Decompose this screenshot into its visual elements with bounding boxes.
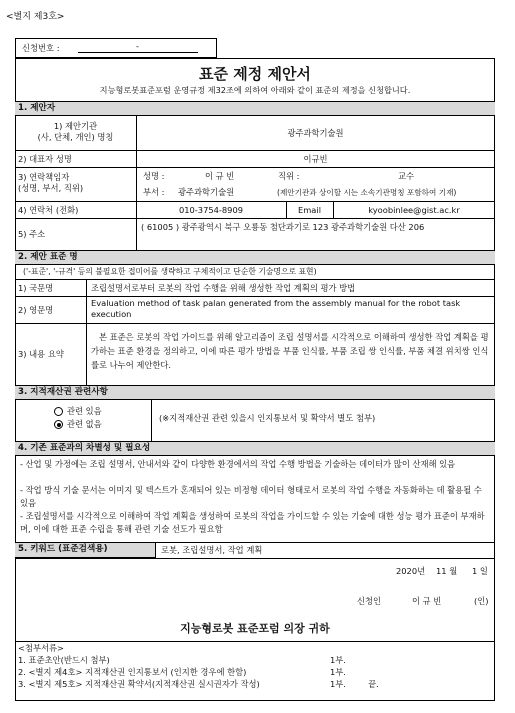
annex-label: <별지 제3호>: [6, 12, 65, 22]
section-3-header: 3. 지적재산권 관련사항: [15, 385, 495, 400]
applicant-label: 신청인: [357, 596, 382, 606]
applicant-name: 이 규 빈: [412, 596, 442, 606]
attachment-1-count: 1부.: [330, 655, 346, 665]
email-value[interactable]: kyoobinlee@gist.ac.kr: [368, 205, 460, 215]
en-name-value[interactable]: Evaluation method of task palan generated from the assembly manual for the robot task execution: [91, 298, 461, 319]
form-subtitle: 지능형로봇표준포럼 운영규정 제32조에 의하여 아래와 같이 표준의 제정을 신청합니다.: [99, 85, 411, 95]
name-value[interactable]: 이 규 빈: [205, 171, 235, 181]
date-year: 2020년: [396, 566, 426, 576]
section-2-header: 2. 제안 표준 명: [15, 250, 495, 265]
section-2-note: ('-표준', '-규격' 등의 불필요한 접미어를 생략하고 구체적이고 단순한 기술명으로 표현): [23, 267, 317, 276]
date-day: 1 일: [472, 566, 488, 576]
org-label: 1) 제안기관 (사, 단체, 개인) 명칭: [37, 121, 114, 142]
org-value[interactable]: 광주과학기술원: [287, 128, 344, 138]
name-label: 성명 :: [143, 171, 165, 181]
summary-label: 3) 내용 요약: [18, 349, 64, 359]
summary-value[interactable]: 본 표준은 로봇의 작업 가이드를 위해 알고리즘이 조립 설명서를 시각적으로 이해하여 생성한 작업 계획을 평가하는 표준 환경을 정의하고, 이에 따른 평가 방법을 부품 인식률, 부품 조립 쌍 인식률, 부품 체결 위치쌍 인식률로 나누어 제안한다.: [91, 332, 489, 370]
kr-name-label: 1) 국문명: [18, 283, 54, 293]
attachments-end: 끝.: [368, 679, 379, 689]
ip-related-yes-radio[interactable]: [54, 407, 63, 416]
rep-value[interactable]: 이규빈: [303, 154, 328, 164]
application-number-value[interactable]: -: [136, 41, 139, 51]
addr-label: 5) 주소: [18, 229, 46, 239]
contact-label: 3) 연락책임자 (성명, 부서, 직위): [18, 172, 84, 193]
ip-related-no-radio[interactable]: [54, 420, 63, 429]
application-number-label: 신청번호 :: [22, 43, 60, 53]
attachment-3-count: 1부.: [330, 679, 346, 689]
ip-note: (※지적재산권 관련 있을시 인지통보서 및 확약서 별도 첨부): [159, 413, 376, 423]
dept-note: (제안기관과 상이할 시는 소속기관명칭 포함하여 기재): [277, 188, 457, 197]
application-number-box: [15, 38, 217, 58]
radio-selected-dot-icon: [57, 423, 61, 427]
addr-value[interactable]: ( 61005 ) 광주광역시 북구 오룡동 첨단과기로 123 광주과학기술원 다산 206: [141, 222, 425, 232]
need-item-1: - 산업 및 가정에는 조립 설명서, 안내서와 같이 다양한 환경에서의 작업 수행 방법을 기술하는 데이터가 많이 산재해 있음: [20, 459, 456, 469]
keywords-value[interactable]: 로봇, 조립설명서, 작업 계획: [161, 545, 263, 555]
rep-label: 2) 대표자 성명: [18, 154, 72, 164]
page-title: 표준 제정 제안서: [199, 65, 311, 83]
need-item-3: - 조립설명서를 시각적으로 이해하여 작업 계획을 생성하여 로봇의 작업을 가이드할 수 있는 기술에 대한 성능 평가 표준이 부재하며, 이에 대한 표준 수립을 통해 관련 기술 선도가 필요함: [20, 511, 485, 534]
ip-related-yes-label: 관련 있음: [67, 406, 102, 416]
attachment-3: 3. <별지 제5호> 지적재산권 확약서(지적재산권 실시권자가 작성): [18, 679, 260, 689]
section-1-header: 1. 제안자: [15, 101, 495, 116]
addressee: 지능형로봇 표준포럼 의장 귀하: [180, 622, 330, 635]
position-label: 직위 :: [278, 171, 300, 181]
dept-value[interactable]: 광주과학기술원: [178, 187, 235, 197]
attachment-2: 2. <별지 제4호> 지적재산권 인지통보서 (인지한 경우에 한함): [18, 667, 247, 677]
en-name-label: 2) 영문명: [18, 305, 54, 315]
applicant-seal: (인): [474, 596, 489, 606]
phone-label: 4) 연락처 (전화): [18, 205, 79, 215]
attachment-1: 1. 표준초안(반드시 첨부): [18, 655, 110, 665]
position-value[interactable]: 교수: [398, 171, 415, 181]
section-5-header: 5. 키워드 (표준검색용): [15, 542, 155, 558]
attachment-2-count: 1부.: [330, 667, 346, 677]
kr-name-value[interactable]: 조립설명서로부터 로봇의 작업 수행을 위해 생성한 작업 계획의 평가 방법: [91, 283, 356, 293]
section-4-header: 4. 기존 표준과의 차별성 및 필요성: [15, 441, 495, 456]
email-label: Email: [297, 205, 322, 215]
attachments-header: <첨부서류>: [18, 643, 64, 653]
date-month: 11 월: [436, 566, 458, 576]
need-item-2: - 작업 방식 기술 문서는 이미지 및 텍스트가 혼재되어 있는 비정형 데이터 형태로서 로봇의 작업 수행을 자동화하는 데 활용될 수 있음: [20, 485, 482, 508]
phone-value[interactable]: 010-3754-8909: [178, 205, 244, 215]
dept-label: 부서 :: [143, 187, 165, 197]
ip-related-no-label: 관련 없음: [67, 419, 102, 429]
